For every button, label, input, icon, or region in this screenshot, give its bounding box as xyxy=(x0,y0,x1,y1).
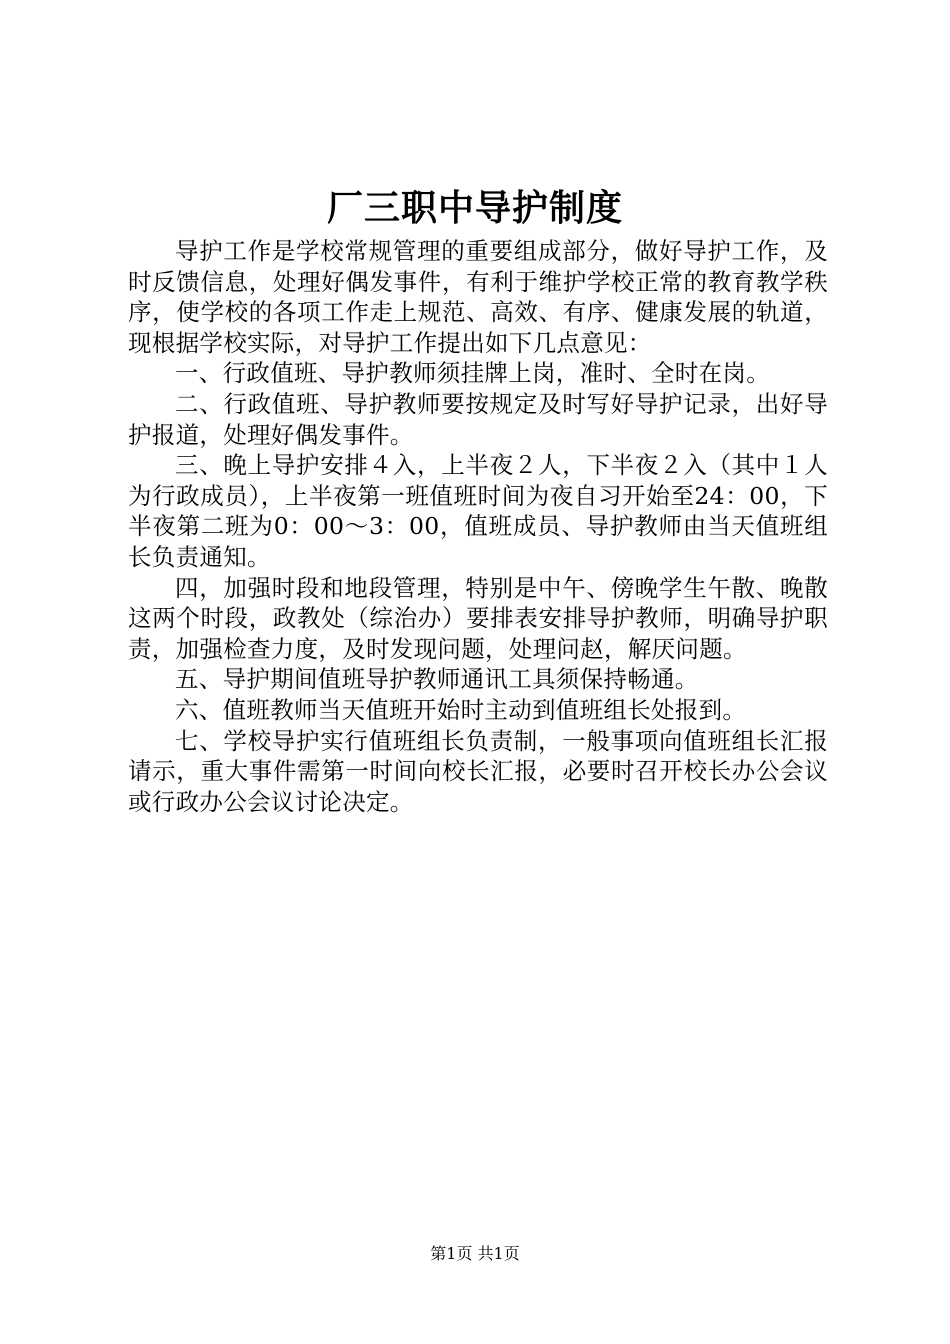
paragraph-item-6: 六、值班教师当天值班开始时主动到值班组长处报到。 xyxy=(175,695,747,724)
paragraph-item-4: 四，加强时段和地段管理，特别是中午、傍晚学生午散、晚散这两个时段，政教处（综治办）要排表安排导护教师，明确导护职责，加强检查力度，及时发现问题，处理问赵，解厌问题。 xyxy=(128,573,828,663)
document-title: 厂三职中导护制度 xyxy=(326,187,623,229)
paragraph-item-2: 二、行政值班、导护教师要按规定及时写好导护记录，出好导护报道，处理好偶发事件。 xyxy=(128,389,828,449)
paragraph-item-1: 一、行政值班、导护教师须挂牌上岗，准时、全时在岗。 xyxy=(175,359,770,388)
paragraph-item-3: 三、晚上导护安排４入，上半夜２人，下半夜２入（其中１人为行政成员），上半夜第一班值班时间为夜自习开始至24：00，下半夜第二班为0：00～3：00，值班成员、导护教师由当天值班组长负责通知。 xyxy=(128,451,828,571)
document-body xyxy=(128,236,828,817)
paragraph-item-7: 七、学校导护实行值班组长负责制，一般事项向值班组长汇报请示，重大事件需第一时间向校长汇报，必要时召开校长办公会议或行政办公会议讨论决定。 xyxy=(128,726,828,816)
page-footer: 第1页 共1页 xyxy=(430,1244,520,1263)
paragraph-item-5: 五、导护期间值班导护教师通讯工具须保持畅通。 xyxy=(175,665,699,694)
paragraph-intro: 导护工作是学校常规管理的重要组成部分，做好导护工作，及时反馈信息，处理好偶发事件，有利于维护学校正常的教育教学秩序，使学校的各项工作走上规范、高效、有序、健康发展的轨道，现根据学校实际，对导护工作提出如下几点意见： xyxy=(128,237,828,357)
